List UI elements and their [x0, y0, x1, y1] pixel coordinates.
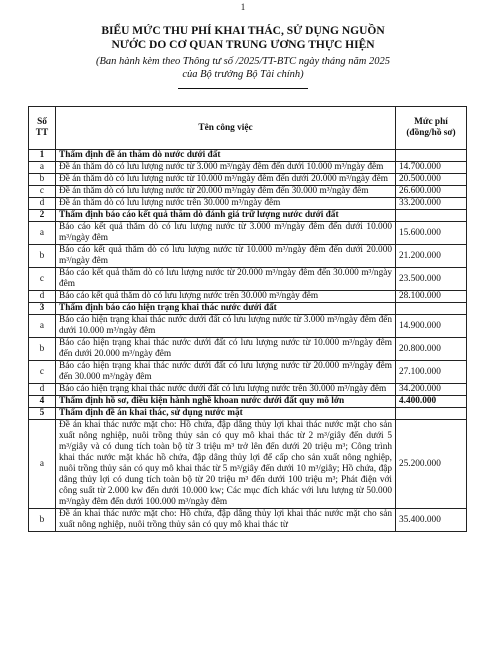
row-fee: 14.900.000 [396, 315, 467, 338]
section-row [29, 408, 467, 420]
row-fee: 35.400.000 [396, 509, 467, 532]
row-stt: b [29, 338, 56, 361]
row-stt: 2 [29, 210, 56, 222]
row-stt: a [29, 162, 56, 174]
row-fee: 21.200.000 [396, 245, 467, 268]
table-row [29, 291, 467, 303]
row-work: Đề án khai thác nước mặt cho: Hồ chứa, đập dâng thủy lợi khai thác nước mặt cho sản xuất nông nghiệp, nuôi trồng thủy sản có quy mô khai thác từ [56, 509, 396, 532]
page-number: 1 [240, 2, 246, 12]
table-row [29, 245, 467, 268]
row-work: Báo cáo kết quả thăm dò có lưu lượng nước từ 3.000 m³/ngày đêm đến dưới 10.000 m³/ngày đêm [56, 222, 396, 245]
title-divider [178, 88, 308, 89]
section-row [29, 150, 467, 162]
row-work: Báo cáo hiện trạng khai thác nước dưới đất có lưu lượng nước từ 20.000 m³/ngày đêm đến 30.000 m³/ngày đêm [56, 361, 396, 384]
row-work: Đề án thăm dò có lưu lượng nước từ 3.000 m³/ngày đêm đến dưới 10.000 m³/ngày đêm [56, 162, 396, 174]
row-stt: 5 [29, 408, 56, 420]
table-row [29, 338, 467, 361]
row-fee: 15.600.000 [396, 222, 467, 245]
row-fee: 4.400.000 [396, 396, 467, 408]
row-stt: d [29, 198, 56, 210]
fee-table-body [29, 150, 467, 532]
section-row [29, 303, 467, 315]
row-stt: c [29, 268, 56, 291]
row-stt: d [29, 291, 56, 303]
row-work: Báo cáo hiện trạng khai thác nước dưới đất có lưu lượng nước từ 10.000 m³/ngày đêm đến dưới 20.000 m³/ngày đêm [56, 338, 396, 361]
row-work: Thẩm định hồ sơ, điều kiện hành nghề khoan nước dưới đất quy mô lớn [56, 396, 396, 408]
table-row [29, 268, 467, 291]
table-row [29, 198, 467, 210]
row-work: Báo cáo kết quả thăm dò có lưu lượng nước từ 20.000 m³/ngày đêm đến 30.000 m³/ngày đêm [56, 268, 396, 291]
row-stt: d [29, 384, 56, 396]
row-stt: a [29, 420, 56, 509]
header-work: Tên công việc [56, 107, 396, 150]
row-fee: 23.500.000 [396, 268, 467, 291]
section-row [29, 210, 467, 222]
row-fee: 28.100.000 [396, 291, 467, 303]
row-stt: a [29, 222, 56, 245]
table-header-row [29, 107, 467, 150]
title-line-2: NƯỚC DO CƠ QUAN TRUNG ƯƠNG THỰC HIỆN [111, 39, 375, 51]
row-fee [396, 408, 467, 420]
document-title [0, 24, 486, 52]
row-work: Đề án khai thác nước mặt cho: Hồ chứa, đập dâng thủy lợi khai thác nước mặt cho sản xuất nông nghiệp, nuôi trồng thủy sản có quy mô khai thác từ 2 m³/giây đến dưới 5 m³/giây và có dung tích toàn bộ từ 3 triệu m³ trở lên đến dưới 20 triệu m³; Công trình khai thác nước mặt khác hồ chứa, đập dâng thủy lợi để cấp cho sản xuất nông nghiệp, nuôi trồng thủy sản có quy mô khai thác từ 5 m³/giây đến dưới 10 m³/giây; Hồ chứa, đập dâng thủy lợi có dung tích toàn bộ từ 20 triệu m³ đến dưới 100 triệu m³; Phát điện với công suất từ 2.000 kw đến dưới 10.000 kw; Các mục đích khác với lưu lượng từ 50.000 m³/ngày đêm đến dưới 100.000 m³/ngày đêm [56, 420, 396, 509]
table-row [29, 186, 467, 198]
row-work: Thẩm định đề án thăm dò nước dưới đất [56, 150, 396, 162]
table-row [29, 384, 467, 396]
subtitle-line-1: (Ban hành kèm theo Thông tư số /2025/TT-BTC ngày tháng năm 2025 [96, 56, 390, 67]
row-work: Thẩm định báo cáo kết quả thăm dò đánh giá trữ lượng nước dưới đất [56, 210, 396, 222]
section-row [29, 396, 467, 408]
row-fee: 33.200.000 [396, 198, 467, 210]
row-work: Báo cáo hiện trạng khai thác nước dưới đất có lưu lượng nước trên 30.000 m³/ngày đêm [56, 384, 396, 396]
row-stt: b [29, 174, 56, 186]
row-fee: 20.800.000 [396, 338, 467, 361]
row-stt: b [29, 509, 56, 532]
header-stt: Số TT [29, 107, 56, 150]
row-fee: 20.500.000 [396, 174, 467, 186]
row-stt: c [29, 361, 56, 384]
row-work: Thẩm định báo cáo hiện trạng khai thác nước dưới đất [56, 303, 396, 315]
table-row [29, 315, 467, 338]
row-fee: 34.200.000 [396, 384, 467, 396]
row-work: Báo cáo kết quả thăm dò có lưu lượng nước từ 10.000 m³/ngày đêm đến dưới 20.000 m³/ngày đêm [56, 245, 396, 268]
document-subtitle [0, 55, 486, 81]
row-fee: 27.100.000 [396, 361, 467, 384]
header-fee: Mức phí (đồng/hồ sơ) [396, 107, 467, 150]
row-fee [396, 303, 467, 315]
row-fee: 26.600.000 [396, 186, 467, 198]
row-fee: 25.200.000 [396, 420, 467, 509]
row-work: Báo cáo kết quả thăm dò có lưu lượng nước trên 30.000 m³/ngày đêm [56, 291, 396, 303]
row-work: Báo cáo hiện trạng khai thác nước dưới đất có lưu lượng nước từ 3.000 m³/ngày đêm đến dưới 10.000 m³/ngày đêm [56, 315, 396, 338]
row-work: Thẩm định đề án khai thác, sử dụng nước mặt [56, 408, 396, 420]
table-row [29, 174, 467, 186]
row-stt: 3 [29, 303, 56, 315]
table-row [29, 222, 467, 245]
table-row [29, 509, 467, 532]
row-work: Đề án thăm dò có lưu lượng nước từ 10.000 m³/ngày đêm đến dưới 20.000 m³/ngày đêm [56, 174, 396, 186]
title-line-1: BIỂU MỨC THU PHÍ KHAI THÁC, SỬ DỤNG NGUỒN [101, 25, 385, 37]
row-fee: 14.700.000 [396, 162, 467, 174]
row-stt: c [29, 186, 56, 198]
row-stt: 1 [29, 150, 56, 162]
subtitle-line-2: của Bộ trưởng Bộ Tài chính) [182, 69, 304, 80]
row-work: Đề án thăm dò có lưu lượng nước từ 20.000 m³/ngày đêm đến 30.000 m³/ngày đêm [56, 186, 396, 198]
row-fee [396, 210, 467, 222]
table-row [29, 361, 467, 384]
row-stt: b [29, 245, 56, 268]
row-fee [396, 150, 467, 162]
table-row [29, 162, 467, 174]
row-work: Đề án thăm dò có lưu lượng nước trên 30.000 m³/ngày đêm [56, 198, 396, 210]
row-stt: a [29, 315, 56, 338]
table-row [29, 420, 467, 509]
row-stt: 4 [29, 396, 56, 408]
fee-table [28, 106, 467, 532]
